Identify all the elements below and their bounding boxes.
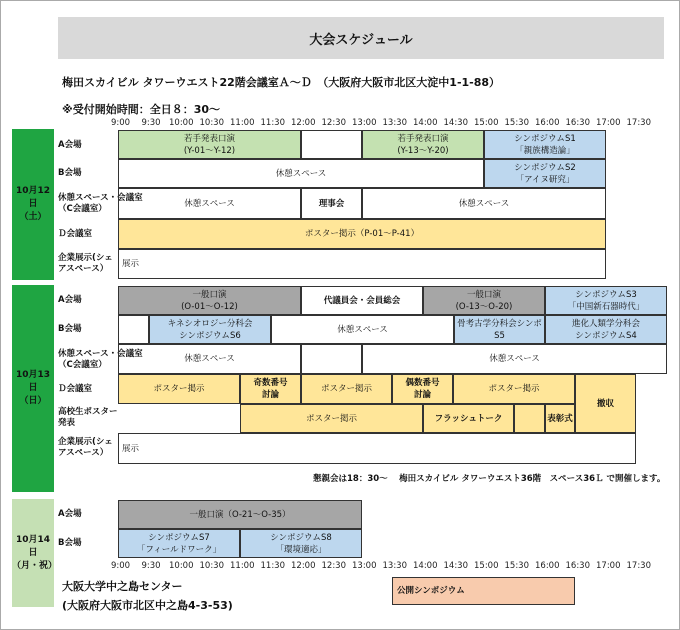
- slot-rest-c-pm: 休憩スペース: [362, 188, 606, 219]
- slot-blank-c2: [301, 344, 362, 374]
- slot-symposium-s1: シンポジウムS1 「親族構造論」: [484, 130, 606, 159]
- slot-young-oral-2: 若手発表口演 (Y-13～Y-20): [362, 130, 484, 159]
- room-d: Ｄ会議室: [58, 383, 93, 394]
- room-highschool: 高校生ポスター 発表: [58, 407, 118, 428]
- room-d: Ｄ会議室: [58, 228, 93, 239]
- slot-general-oral-2: 一般口演 (O-13～O-20): [423, 286, 545, 315]
- room-a: A会場: [58, 508, 82, 519]
- time-bottom-tick: 16:30: [565, 561, 590, 571]
- time-top-tick: 15:00: [474, 118, 499, 128]
- slot-flash-talk: フラッシュトーク: [423, 404, 514, 433]
- time-bottom-tick: 10:30: [199, 561, 224, 571]
- slot-poster-d2-1: ポスター掲示: [118, 374, 240, 404]
- slot-rest-c2-am: 休憩スペース: [118, 344, 301, 374]
- time-top-tick: 13:30: [382, 118, 407, 128]
- time-top-tick: 14:00: [413, 118, 438, 128]
- slot-hs-poster: ポスター掲示: [240, 404, 423, 433]
- time-bottom-tick: 13:30: [382, 561, 407, 571]
- time-bottom-tick: 17:30: [626, 561, 651, 571]
- time-top-tick: 15:30: [504, 118, 529, 128]
- day-2-weekday: （日）: [19, 396, 47, 406]
- day-1-date: 10月12日: [15, 186, 51, 209]
- time-bottom-tick: 14:00: [413, 561, 438, 571]
- slot-lunch-blank: [301, 130, 362, 159]
- time-top-tick: 10:30: [199, 118, 224, 128]
- time-top-tick: 16:30: [565, 118, 590, 128]
- slot-poster-d2-2: ポスター掲示: [301, 374, 392, 404]
- room-exhibit: 企業展示(シェ アスペース）: [58, 253, 113, 274]
- time-top-tick: 17:00: [596, 118, 621, 128]
- slot-rest-c2-pm: 休憩スペース: [362, 344, 667, 374]
- slot-board-meeting: 理事会: [301, 188, 362, 219]
- time-bottom-tick: 11:00: [230, 561, 255, 571]
- room-rest: 休憩スペース・会議室 （C会議室）: [58, 193, 143, 214]
- room-b: B会場: [58, 537, 82, 548]
- time-top-tick: 12:30: [321, 118, 346, 128]
- slot-symposium-s6: キネシオロジー分科会 シンポジウムS6: [149, 315, 271, 344]
- slot-exhibit-d1: 展示: [118, 249, 606, 279]
- slot-rest-b2: 休憩スペース: [271, 315, 454, 344]
- time-bottom-tick: 17:00: [596, 561, 621, 571]
- time-top-tick: 11:00: [230, 118, 255, 128]
- day-3-date: 10月14日: [15, 534, 51, 558]
- party-note: 懇親会は18：30～ 梅田スカイビル タワーウエスト36階 スペース36Ｌ で開催します。: [313, 474, 666, 484]
- slot-poster-d2-3: ポスター掲示: [453, 374, 575, 404]
- room-a: A会場: [58, 139, 82, 150]
- day-2-label: [12, 285, 54, 492]
- slot-general-oral-3: 一般口演（O-21～O-35）: [118, 500, 362, 529]
- slot-exhibit-d2: 展示: [118, 433, 636, 464]
- time-top-tick: 9:30: [141, 118, 161, 128]
- room-b: B会場: [58, 323, 82, 334]
- slot-symposium-s2: シンポジウムS2 「アイヌ研究」: [484, 159, 606, 188]
- time-bottom-tick: 15:00: [474, 561, 499, 571]
- room-b: B会場: [58, 167, 82, 178]
- time-bottom-tick: 9:30: [141, 561, 161, 571]
- day-1-weekday: （土）: [19, 212, 47, 222]
- slot-odd-discussion: 奇数番号 討論: [240, 374, 301, 404]
- day-1-label: [12, 129, 54, 280]
- time-bottom-tick: 12:00: [291, 561, 316, 571]
- slot-symposium-s4: 進化人類学分科会 シンポジウムS4: [545, 315, 667, 344]
- time-bottom-tick: 13:00: [352, 561, 377, 571]
- slot-symposium-s7: シンポジウムS7 「フィールドワーク」: [118, 529, 240, 558]
- time-bottom-tick: 14:30: [443, 561, 468, 571]
- room-a: A会場: [58, 294, 82, 305]
- venue2-name: 大阪大学中之島センター: [62, 580, 183, 593]
- time-top-tick: 12:00: [291, 118, 316, 128]
- slot-blank-b: [118, 315, 149, 344]
- slot-teardown: 撤収: [575, 374, 636, 433]
- time-top-tick: 11:30: [260, 118, 285, 128]
- time-bottom-tick: 15:30: [504, 561, 529, 571]
- slot-rest-b: 休憩スペース: [118, 159, 484, 188]
- day-2-date: 10月13日: [15, 370, 51, 393]
- time-top-tick: 9:00: [111, 118, 131, 128]
- slot-general-assembly: 代議員会・会員総会: [301, 286, 423, 315]
- slot-even-discussion: 偶数番号 討論: [392, 374, 453, 404]
- slot-symposium-s3: シンポジウムS3 「中国新石器時代」: [545, 286, 667, 315]
- venue2-address: (大阪府大阪市北区中之島4-3-53): [62, 599, 233, 612]
- slot-symposium-s8: シンポジウムS8 「環境適応」: [240, 529, 362, 558]
- slot-blank-hs: [514, 404, 545, 433]
- time-top-tick: 16:00: [535, 118, 560, 128]
- room-rest: 休憩スペース・会議室 （C会議室）: [58, 349, 143, 370]
- reception-time: ※受付開始時間：全日８：30～: [62, 103, 221, 116]
- room-exhibit: 企業展示(シェ アスペース）: [58, 437, 113, 458]
- slot-poster-d1: ポスター掲示（P-01～P-41）: [118, 219, 606, 249]
- time-top-tick: 10:00: [169, 118, 194, 128]
- slot-rest-c-am: 休憩スペース: [118, 188, 301, 219]
- slot-general-oral-1: 一般口演 (O-01～O-12): [118, 286, 301, 315]
- time-bottom-tick: 16:00: [535, 561, 560, 571]
- day-3-label: [12, 499, 58, 607]
- day-3-weekday: （月・祝）: [12, 560, 58, 571]
- slot-young-oral-1: 若手発表口演 (Y-01～Y-12): [118, 130, 301, 159]
- time-top-tick: 14:30: [443, 118, 468, 128]
- slot-public-symposium: 公開シンポジウム: [392, 577, 575, 605]
- time-bottom-tick: 10:00: [169, 561, 194, 571]
- time-top-tick: 13:00: [352, 118, 377, 128]
- time-bottom-tick: 11:30: [260, 561, 285, 571]
- time-bottom-tick: 9:00: [111, 561, 131, 571]
- slot-symposium-s5: 骨考古学分科会シンポ S5: [454, 315, 545, 344]
- time-bottom-tick: 12:30: [321, 561, 346, 571]
- slot-award-ceremony: 表彰式: [545, 404, 575, 433]
- time-top-tick: 17:30: [626, 118, 651, 128]
- page-title: 大会スケジュール: [58, 17, 664, 59]
- venue-info: 梅田スカイビル タワーウエスト22階会議室Ａ～Ｄ （大阪府大阪市北区大淀中1-1-88）: [62, 76, 501, 89]
